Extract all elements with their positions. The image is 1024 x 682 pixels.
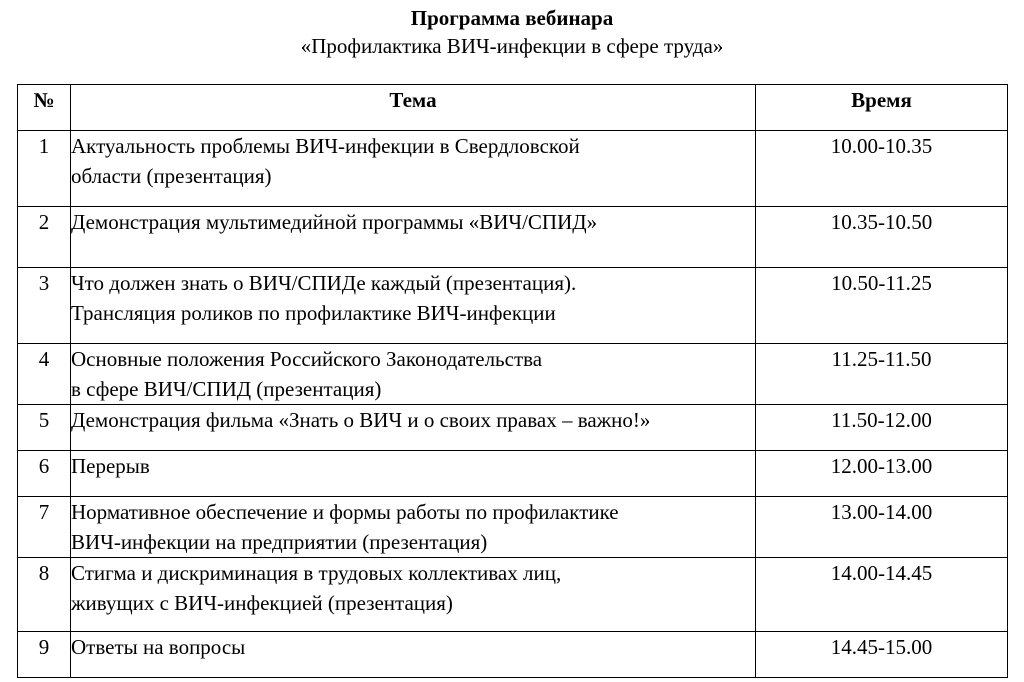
topic-line: в сфере ВИЧ/СПИД (презентация): [71, 377, 382, 401]
row-time: 11.25-11.50: [756, 344, 1008, 405]
row-number: 7: [18, 497, 71, 558]
topic-line: Демонстрация фильма «Знать о ВИЧ и о своих правах – важно!»: [71, 408, 651, 432]
row-topic: [71, 497, 756, 558]
row-topic: [71, 207, 756, 268]
column-header-time: Время: [756, 85, 1008, 131]
row-time: 10.50-11.25: [756, 268, 1008, 344]
topic-line: живущих с ВИЧ-инфекцией (презентация): [71, 591, 453, 615]
row-time: 13.00-14.00: [756, 497, 1008, 558]
table-row: [18, 207, 1008, 268]
row-number: 5: [18, 405, 71, 451]
topic-line: Демонстрация мультимедийной программы «ВИЧ/СПИД»: [71, 210, 598, 234]
row-number: 3: [18, 268, 71, 344]
document-title: Программа вебинара: [410, 6, 614, 30]
topic-line: Основные положения Российского Законодательства: [71, 347, 543, 371]
table-row: [18, 131, 1008, 207]
topic-line: Актуальность проблемы ВИЧ-инфекции в Свердловской: [71, 134, 580, 158]
topic-line: Стигма и дискриминация в трудовых коллективах лиц,: [71, 561, 562, 585]
topic-line: ВИЧ-инфекции на предприятии (презентация): [71, 530, 488, 554]
row-number: 1: [18, 131, 71, 207]
row-time: 10.00-10.35: [756, 131, 1008, 207]
table-header-row: [18, 85, 1008, 131]
table-row: [18, 405, 1008, 451]
table-row: [18, 558, 1008, 632]
row-number: 8: [18, 558, 71, 632]
table-row: [18, 632, 1008, 678]
row-topic: [71, 405, 756, 451]
topic-line: Трансляция роликов по профилактике ВИЧ-инфекции: [71, 301, 556, 325]
topic-line: Нормативное обеспечение и формы работы по профилактике: [71, 500, 619, 524]
table-row: [18, 451, 1008, 497]
row-topic: [71, 131, 756, 207]
row-time: 12.00-13.00: [756, 451, 1008, 497]
row-topic: [71, 451, 756, 497]
table-row: [18, 344, 1008, 405]
table-row: [18, 268, 1008, 344]
program-table: [17, 84, 1008, 678]
row-number: 4: [18, 344, 71, 405]
table-row: [18, 497, 1008, 558]
topic-line: Ответы на вопросы: [71, 635, 246, 659]
row-time: 14.45-15.00: [756, 632, 1008, 678]
topic-line: Перерыв: [71, 454, 150, 478]
row-topic: [71, 558, 756, 632]
row-number: 6: [18, 451, 71, 497]
row-topic: [71, 632, 756, 678]
row-topic: [71, 268, 756, 344]
program-rows: [18, 131, 1008, 678]
topic-line: области (презентация): [71, 164, 272, 188]
row-time: 10.35-10.50: [756, 207, 1008, 268]
row-topic: [71, 344, 756, 405]
row-time: 11.50-12.00: [756, 405, 1008, 451]
row-number: 9: [18, 632, 71, 678]
row-time: 14.00-14.45: [756, 558, 1008, 632]
document-subtitle: «Профилактика ВИЧ-инфекции в сфере труда»: [300, 34, 724, 58]
column-header-number: №: [18, 85, 71, 131]
row-number: 2: [18, 207, 71, 268]
topic-line: Что должен знать о ВИЧ/СПИДе каждый (презентация).: [71, 271, 577, 295]
column-header-topic: Тема: [71, 85, 756, 131]
